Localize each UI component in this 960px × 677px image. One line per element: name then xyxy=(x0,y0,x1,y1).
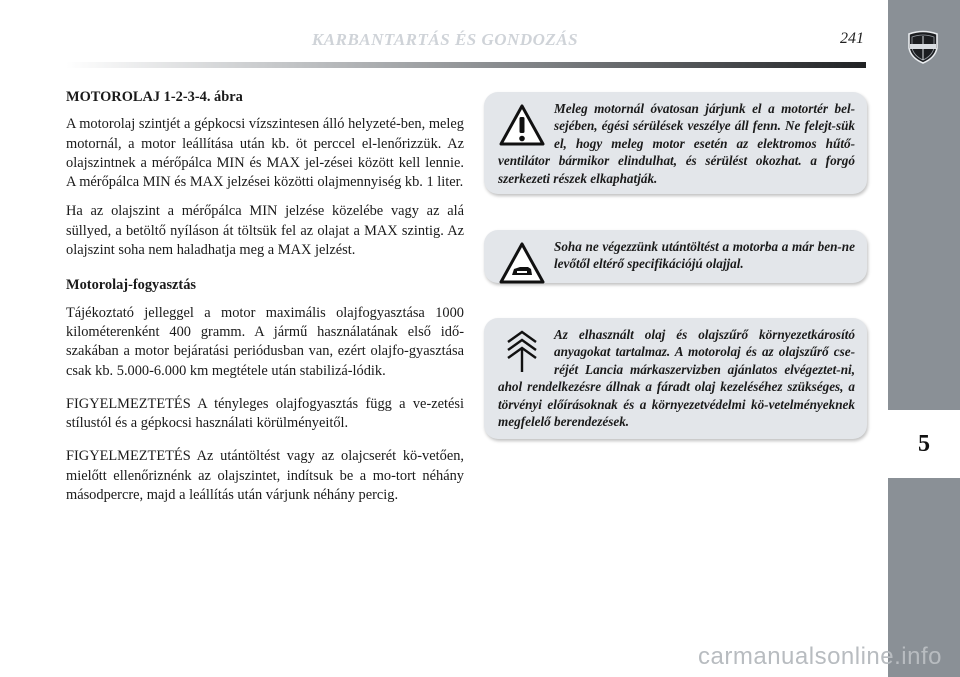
body-paragraph: A motorolaj szintjét a gépkocsi vízszintesen álló helyzeté-ben, meleg motornál, a motor leállítása után kb. öt perccel el-lenőrizzük. Az olajszintnek a mérőpálca MIN és MAX jel-zései között kell lennie. A mérőpálca MIN és MAX jelzései közötti olajmennyiség kb. 1 liter. xyxy=(66,116,464,191)
chapter-number: 5 xyxy=(918,431,930,457)
page-number: 241 xyxy=(840,30,864,47)
running-header-title: KARBANTARTÁS ÉS GONDOZÁS xyxy=(311,30,579,49)
lancia-logo-icon xyxy=(905,30,941,64)
chapter-sidebar xyxy=(888,0,960,677)
warning-box-environment xyxy=(484,318,867,439)
engine-damage-triangle-icon xyxy=(498,238,546,288)
environment-arrows-icon xyxy=(498,326,546,376)
warning-paragraph: FIGYELMEZTETÉS Az utántöltést vagy az olajcserét kö-vetően, mielőtt ellenőriznénk az olajszintet, indítsuk be a mo-tort néhány másodpercre, majd a leállítás után várjunk néhány percig. xyxy=(66,448,464,504)
warning-text: Az elhasznált olaj és olajszűrő környezetkárosító anyagokat tartalmaz. A motorolaj és az olajszűrő cse-réjét Lancia márkaszervizben ajánlatos elvégeztet-ni, ahol rendelkezésre állnak a fáradt olaj kezeléséhez szükséges, a törvényi előírásoknak és a környezetvédelmi kö-vetelményeknek megfelelő berendezések. xyxy=(498,327,855,430)
warning-text: Soha ne végezzünk utántöltést a motorba a már ben-ne levőtől eltérő specifikációjú olajjal. xyxy=(554,239,855,272)
main-text-column xyxy=(66,88,464,515)
header-divider xyxy=(66,62,866,68)
site-watermark: carmanualsonline.info xyxy=(698,643,942,670)
warning-box-oil-spec xyxy=(484,230,867,283)
warning-text: Meleg motornál óvatosan járjunk el a motortér bel-sejében, égési sérülések veszélye áll fenn. Ne felejt-sük el, hogy meleg motor esetén az elektromos hűtő-ventilátor bármikor elindulhat, és sérülést okozhat. a forgó szerkezeti részek elkaphatják. xyxy=(498,101,855,186)
body-paragraph: Tájékoztató jelleggel a motor maximális olajfogyasztása 1000 kilométerenként 400 gramm. A jármű használatának első idő-szakában a motor bejáratási periódusban van, ezért olajfo-gyasztása csak kb. 5.000-6.000 km megtétele után stabilizá-lódik. xyxy=(66,304,464,379)
warning-box-hot-engine xyxy=(484,92,867,194)
subsection-heading: Motorolaj-fogyasztás xyxy=(66,277,197,294)
warning-triangle-icon xyxy=(498,100,546,150)
section-heading: MOTOROLAJ 1-2-3-4. ábra xyxy=(66,89,243,105)
warning-paragraph: FIGYELMEZTETÉS A tényleges olajfogyasztás függ a ve-zetési stílustól és a gépkocsi használati körülményeitől. xyxy=(66,395,464,432)
body-paragraph: Ha az olajszint a mérőpálca MIN jelzése közelébe vagy az alá süllyed, a betöltő nyíláson át töltsük fel az olajat a MAX szintig. Az olajszint soha nem haladhatja meg a MAX jelzést. xyxy=(66,203,464,259)
